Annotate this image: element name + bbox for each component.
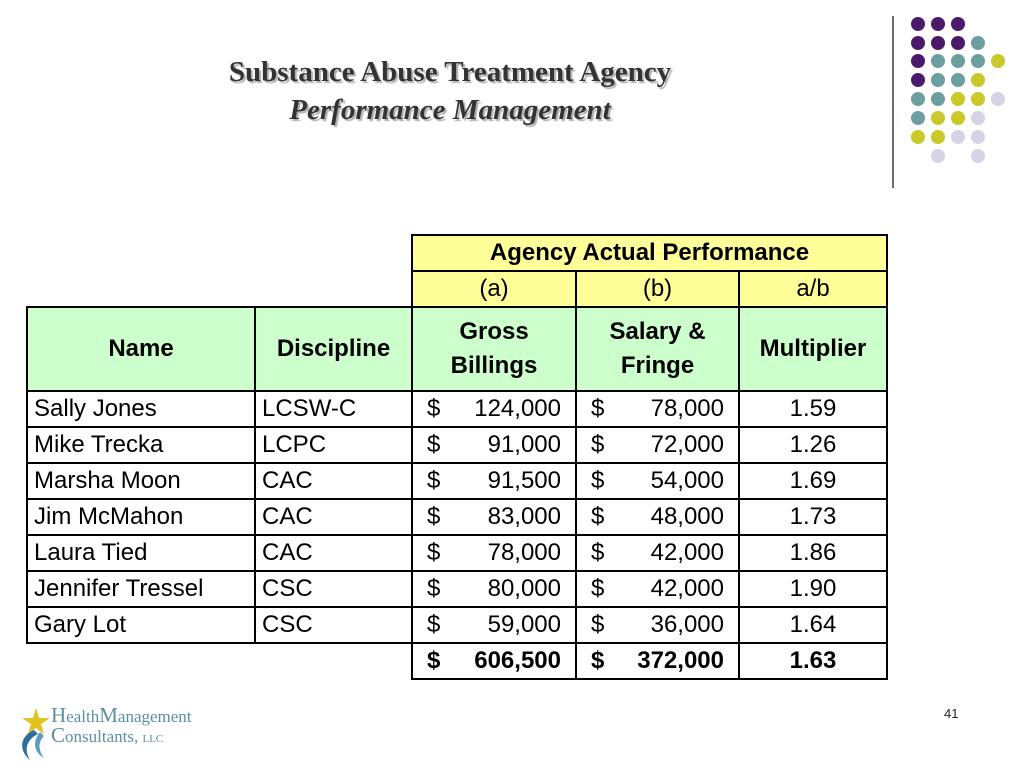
header-salary-line2: Fringe xyxy=(620,352,695,379)
performance-table xyxy=(26,234,888,680)
slide-subtitle: Performance Management xyxy=(289,94,611,126)
currency-symbol: $ xyxy=(591,431,605,458)
cell-salary xyxy=(576,571,739,607)
page-number: 41 xyxy=(944,706,959,721)
salary-value: 42,000 xyxy=(650,539,724,566)
decorative-dot xyxy=(951,73,965,87)
salary-value: 54,000 xyxy=(650,467,724,494)
gross-value: 83,000 xyxy=(487,503,561,530)
currency-symbol: $ xyxy=(591,647,605,674)
company-logo xyxy=(14,703,234,762)
column-header-row xyxy=(27,307,887,391)
currency-symbol: $ xyxy=(427,539,441,566)
currency-symbol: $ xyxy=(427,467,441,494)
logo-text-onsultants: onsultants, xyxy=(65,727,139,746)
gross-value: 59,000 xyxy=(487,611,561,638)
decorative-dot xyxy=(971,149,985,163)
cell-discipline: CSC xyxy=(255,571,412,607)
decorative-dot xyxy=(971,36,985,50)
gross-value: 91,000 xyxy=(487,431,561,458)
col-code-a: (a) xyxy=(412,271,576,307)
salary-value: 72,000 xyxy=(650,431,724,458)
decorative-dot xyxy=(911,130,925,144)
table-row xyxy=(27,463,887,499)
total-salary xyxy=(576,643,739,679)
cell-salary xyxy=(576,391,739,427)
decorative-dot xyxy=(931,149,945,163)
decorative-dot xyxy=(951,111,965,125)
header-discipline: Discipline xyxy=(255,307,412,391)
totals-row xyxy=(27,643,887,679)
table-row xyxy=(27,427,887,463)
cell-discipline: CSC xyxy=(255,607,412,643)
currency-symbol: $ xyxy=(591,395,605,422)
slide-title: Substance Abuse Treatment Agency xyxy=(228,56,672,88)
cell-gross xyxy=(412,427,576,463)
cell-gross xyxy=(412,571,576,607)
header-salary-fringe xyxy=(576,307,739,391)
currency-symbol: $ xyxy=(427,611,441,638)
currency-symbol: $ xyxy=(427,395,441,422)
cell-gross xyxy=(412,535,576,571)
cell-gross xyxy=(412,463,576,499)
decorative-dot xyxy=(931,73,945,87)
slide-title-block xyxy=(150,52,750,130)
cell-salary xyxy=(576,463,739,499)
gross-value: 80,000 xyxy=(487,575,561,602)
cell-salary xyxy=(576,499,739,535)
group-header: Agency Actual Performance xyxy=(412,235,887,271)
gross-value: 91,500 xyxy=(487,467,561,494)
cell-name: Jim McMahon xyxy=(27,499,255,535)
salary-value: 48,000 xyxy=(650,503,724,530)
decorative-dot xyxy=(991,54,1005,68)
cell-name: Marsha Moon xyxy=(27,463,255,499)
cell-gross xyxy=(412,499,576,535)
table-row xyxy=(27,571,887,607)
cell-discipline: CAC xyxy=(255,535,412,571)
cell-discipline: LCPC xyxy=(255,427,412,463)
logo-letter-h: H xyxy=(51,703,67,727)
decorative-dot xyxy=(991,92,1005,106)
decorative-dot xyxy=(951,36,965,50)
currency-symbol: $ xyxy=(591,575,605,602)
cell-salary xyxy=(576,427,739,463)
col-code-ab: a/b xyxy=(739,271,887,307)
logo-text-anagement: anagement xyxy=(117,707,192,726)
decorative-dot xyxy=(911,17,925,31)
logo-text-llc: LLC xyxy=(142,733,164,745)
decorative-dot xyxy=(911,92,925,106)
cell-name: Laura Tied xyxy=(27,535,255,571)
header-multiplier: Multiplier xyxy=(739,307,887,391)
table-row xyxy=(27,499,887,535)
table-row xyxy=(27,391,887,427)
column-code-row xyxy=(27,271,887,307)
gross-value: 124,000 xyxy=(474,395,561,422)
decorative-dot xyxy=(951,130,965,144)
decorative-dot xyxy=(971,130,985,144)
gross-value: 78,000 xyxy=(487,539,561,566)
salary-value: 36,000 xyxy=(650,611,724,638)
logo-letter-m: M xyxy=(99,703,118,727)
decorative-dot xyxy=(971,111,985,125)
currency-symbol: $ xyxy=(427,503,441,530)
header-gross-line2: Billings xyxy=(450,352,538,379)
currency-symbol: $ xyxy=(427,647,441,674)
cell-multiplier: 1.86 xyxy=(739,535,887,571)
cell-multiplier: 1.69 xyxy=(739,463,887,499)
cell-gross xyxy=(412,391,576,427)
cell-name: Sally Jones xyxy=(27,391,255,427)
cell-discipline: CAC xyxy=(255,463,412,499)
table-row xyxy=(27,535,887,571)
cell-name: Gary Lot xyxy=(27,607,255,643)
logo-text-ealth: ealth xyxy=(66,707,100,726)
cell-name: Mike Trecka xyxy=(27,427,255,463)
total-salary-value: 372,000 xyxy=(637,647,724,674)
cell-multiplier: 1.64 xyxy=(739,607,887,643)
cell-salary xyxy=(576,535,739,571)
header-gross-line1: Gross xyxy=(459,318,529,345)
total-gross-value: 606,500 xyxy=(474,647,561,674)
cell-multiplier: 1.26 xyxy=(739,427,887,463)
header-gross-billings xyxy=(412,307,576,391)
cell-salary xyxy=(576,607,739,643)
decorative-dot xyxy=(931,17,945,31)
decorative-dot xyxy=(931,130,945,144)
cell-discipline: CAC xyxy=(255,499,412,535)
currency-symbol: $ xyxy=(591,467,605,494)
cell-multiplier: 1.90 xyxy=(739,571,887,607)
decorative-dot xyxy=(951,17,965,31)
decorative-dot xyxy=(911,73,925,87)
currency-symbol: $ xyxy=(591,503,605,530)
currency-symbol: $ xyxy=(427,575,441,602)
total-multiplier: 1.63 xyxy=(739,643,887,679)
decorative-dot xyxy=(951,92,965,106)
total-gross xyxy=(412,643,576,679)
salary-value: 78,000 xyxy=(650,395,724,422)
cell-name: Jennifer Tressel xyxy=(27,571,255,607)
cell-gross xyxy=(412,607,576,643)
logo-wordmark xyxy=(51,703,192,749)
decorative-dot xyxy=(971,92,985,106)
decorative-dot xyxy=(931,54,945,68)
decorative-dot xyxy=(971,54,985,68)
table-row xyxy=(27,607,887,643)
header-name: Name xyxy=(27,307,255,391)
decorative-dot xyxy=(931,111,945,125)
logo-letter-c: C xyxy=(51,723,66,747)
decorative-dot xyxy=(951,54,965,68)
currency-symbol: $ xyxy=(591,539,605,566)
cell-multiplier: 1.73 xyxy=(739,499,887,535)
currency-symbol: $ xyxy=(591,611,605,638)
header-salary-line1: Salary & xyxy=(609,318,706,345)
decorative-dot xyxy=(931,36,945,50)
col-code-b: (b) xyxy=(576,271,739,307)
decorative-dot xyxy=(931,92,945,106)
decorative-dot xyxy=(911,54,925,68)
group-header-row xyxy=(27,235,887,271)
cell-discipline: LCSW-C xyxy=(255,391,412,427)
decorative-dot xyxy=(911,111,925,125)
star-swoosh-icon xyxy=(14,706,54,762)
salary-value: 42,000 xyxy=(650,575,724,602)
vertical-divider xyxy=(892,16,894,188)
decorative-dot xyxy=(911,36,925,50)
currency-symbol: $ xyxy=(427,431,441,458)
cell-multiplier: 1.59 xyxy=(739,391,887,427)
decorative-dot xyxy=(971,73,985,87)
